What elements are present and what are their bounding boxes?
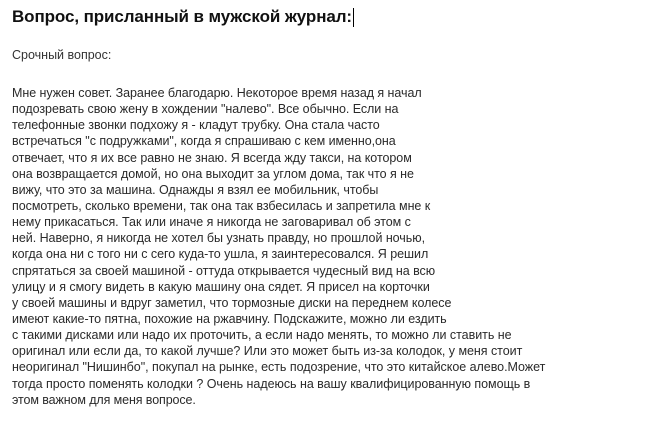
text-cursor (353, 8, 354, 27)
body-line: этом важном для меня вопросе. (12, 392, 196, 407)
page-title: Вопрос, присланный в мужской журнал: (12, 7, 352, 26)
body-line: неоригинал "Нишинбо", покупал на рынке, есть подозрение, что это китайское алево.Может (12, 360, 546, 375)
body-line: она возвращается домой, но она выходит за углом дома, так что я не (12, 166, 414, 181)
body-line: спрятаться за своей машиной - оттуда открывается чудесный вид на всю (12, 263, 436, 278)
body-line: посмотреть, сколько времени, так она так взбесилась и запретила мне к (12, 198, 431, 213)
body-line: когда она ни с того ни с сего куда-то ушла, я заинтересовался. Я решил (12, 247, 429, 262)
body-line: подозревать свою жену в хождении "налево". Все обычно. Если на (12, 102, 399, 117)
body-paragraph (12, 85, 657, 408)
title-row (12, 6, 657, 28)
body-line: телефонные звонки подхожу я - кладут трубку. Она стала часто (12, 118, 380, 133)
body-line: с такими дисками или надо их проточить, а если надо менять, то можно ли ставить не (12, 328, 512, 343)
body-line: улицу и я смогу видеть в какую машину она сядет. Я присел на корточки (12, 279, 430, 294)
body-line: имеют какие-то пятна, похожие на ржавчину. Подскажите, можно ли ездить (12, 311, 447, 326)
body-line: ней. Наверно, я никогда не хотел бы узнать правду, но прошлой ночью, (12, 231, 426, 246)
body-line: вижу, что это за машина. Однажды я взял ее мобильник, чтобы (12, 182, 379, 197)
body-line: у своей машины и вдруг заметил, что тормозные диски на переднем колесе (12, 295, 452, 310)
body-line: нему прикасаться. Так или иначе я никогда не заговаривал об этом с (12, 215, 411, 230)
body-line: тогда просто поменять колодки ? Очень надеюсь на вашу квалифицированную помощь в (12, 376, 531, 391)
document (12, 6, 657, 408)
body-line: отвечает, что я их все равно не знаю. Я всегда жду такси, на котором (12, 150, 412, 165)
body-line: встречаться "с подружками", когда я спрашиваю с кем именно,она (12, 134, 396, 149)
body-line: оригинал или если да, то какой лучше? Или это может быть из-за колодок, у меня стоит (12, 344, 523, 359)
body-line: Мне нужен совет. Заранее благодарю. Некоторое время назад я начал (12, 86, 422, 100)
subtitle: Срочный вопрос: (12, 48, 112, 62)
